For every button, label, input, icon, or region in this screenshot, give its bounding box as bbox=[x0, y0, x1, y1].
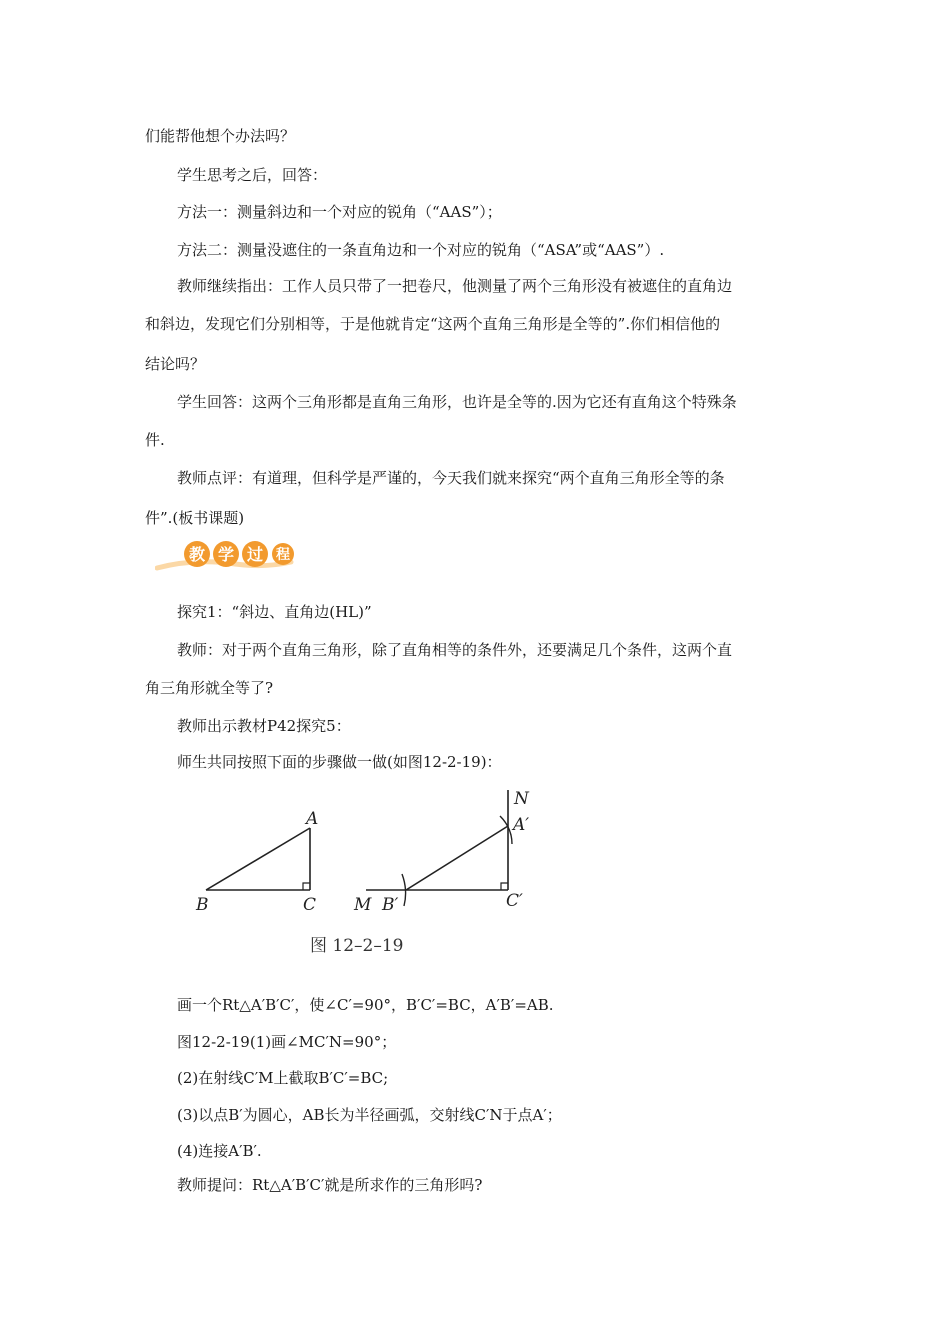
paragraph-line: 们能帮他想个办法吗？ bbox=[145, 127, 296, 145]
paragraph-line: 教师提问：Rt△A′B′C′就是所求作的三角形吗? bbox=[177, 1176, 483, 1194]
paragraph-line: 教师继续指出：工作人员只带了一把卷尺，他测量了两个三角形没有被遮住的直角边 bbox=[177, 277, 733, 295]
paragraph-line: 探究1：“斜边、直角边(HL)” bbox=[177, 603, 372, 621]
badge-char: 学 bbox=[217, 545, 235, 564]
paragraph-line: 和斜边，发现它们分别相等，于是他就肯定“这两个直角三角形是全等的”.你们相信他的 bbox=[145, 315, 721, 333]
segment-ab bbox=[206, 828, 310, 890]
paragraph-line: 图12-2-19(1)画∠MC′N=90°； bbox=[177, 1033, 397, 1051]
figure-12-2-19 bbox=[190, 786, 550, 961]
paragraph-line: 学生思考之后，回答： bbox=[177, 166, 328, 184]
paragraph-line: 结论吗？ bbox=[145, 355, 206, 373]
label-b-prime: B′ bbox=[382, 895, 399, 915]
section-heading-badge bbox=[155, 538, 295, 574]
paragraph-line: 师生共同按照下面的步骤做一做(如图12-2-19)： bbox=[177, 753, 502, 771]
label-a-prime: A′ bbox=[513, 815, 530, 835]
paragraph-line: 件”.(板书课题) bbox=[145, 509, 245, 527]
paragraph-line: 方法一：测量斜边和一个对应的锐角（“AAS”）； bbox=[177, 203, 502, 221]
paragraph-line: 学生回答：这两个三角形都是直角三角形，也许是全等的.因为它还有直角这个特殊条 bbox=[177, 393, 737, 411]
right-angle-mark bbox=[501, 883, 508, 890]
label-c-prime: C′ bbox=[506, 891, 523, 911]
paragraph-line: 角三角形就全等了? bbox=[145, 679, 274, 697]
paragraph-line: 教师点评：有道理，但科学是严谨的，今天我们就来探究“两个直角三角形全等的条 bbox=[177, 469, 725, 487]
label-c: C bbox=[303, 895, 317, 915]
badge-char: 教 bbox=[188, 545, 206, 564]
right-angle-mark bbox=[303, 883, 310, 890]
paragraph-line: (4)连接A′B′. bbox=[177, 1142, 262, 1160]
paragraph-line: (2)在射线C′M上截取B′C′=BC; bbox=[177, 1069, 389, 1087]
paragraph-line: 方法二：测量没遮住的一条直角边和一个对应的锐角（“ASA”或“AAS”）. bbox=[177, 241, 665, 259]
label-b: B bbox=[196, 895, 209, 915]
paragraph-line: 画一个Rt△A′B′C′，使∠C′=90°，B′C′=BC，A′B′=AB. bbox=[177, 996, 554, 1014]
paragraph-line: 件. bbox=[145, 431, 165, 449]
paragraph-line: 教师：对于两个直角三角形，除了直角相等的条件外，还要满足几个条件，这两个直 bbox=[177, 641, 733, 659]
label-a: A bbox=[306, 809, 319, 829]
label-m: M bbox=[354, 895, 372, 915]
figure-caption: 图 12–2–19 bbox=[310, 936, 404, 956]
label-n: N bbox=[514, 789, 529, 809]
paragraph-line: (3)以点B′为圆心，AB长为半径画弧，交射线C′N于点A′； bbox=[177, 1106, 562, 1124]
paragraph-line: 教师出示教材P42探究5： bbox=[177, 717, 351, 735]
badge-char: 过 bbox=[246, 545, 264, 564]
segment-a2b2 bbox=[406, 826, 508, 890]
badge-char: 程 bbox=[276, 547, 290, 563]
